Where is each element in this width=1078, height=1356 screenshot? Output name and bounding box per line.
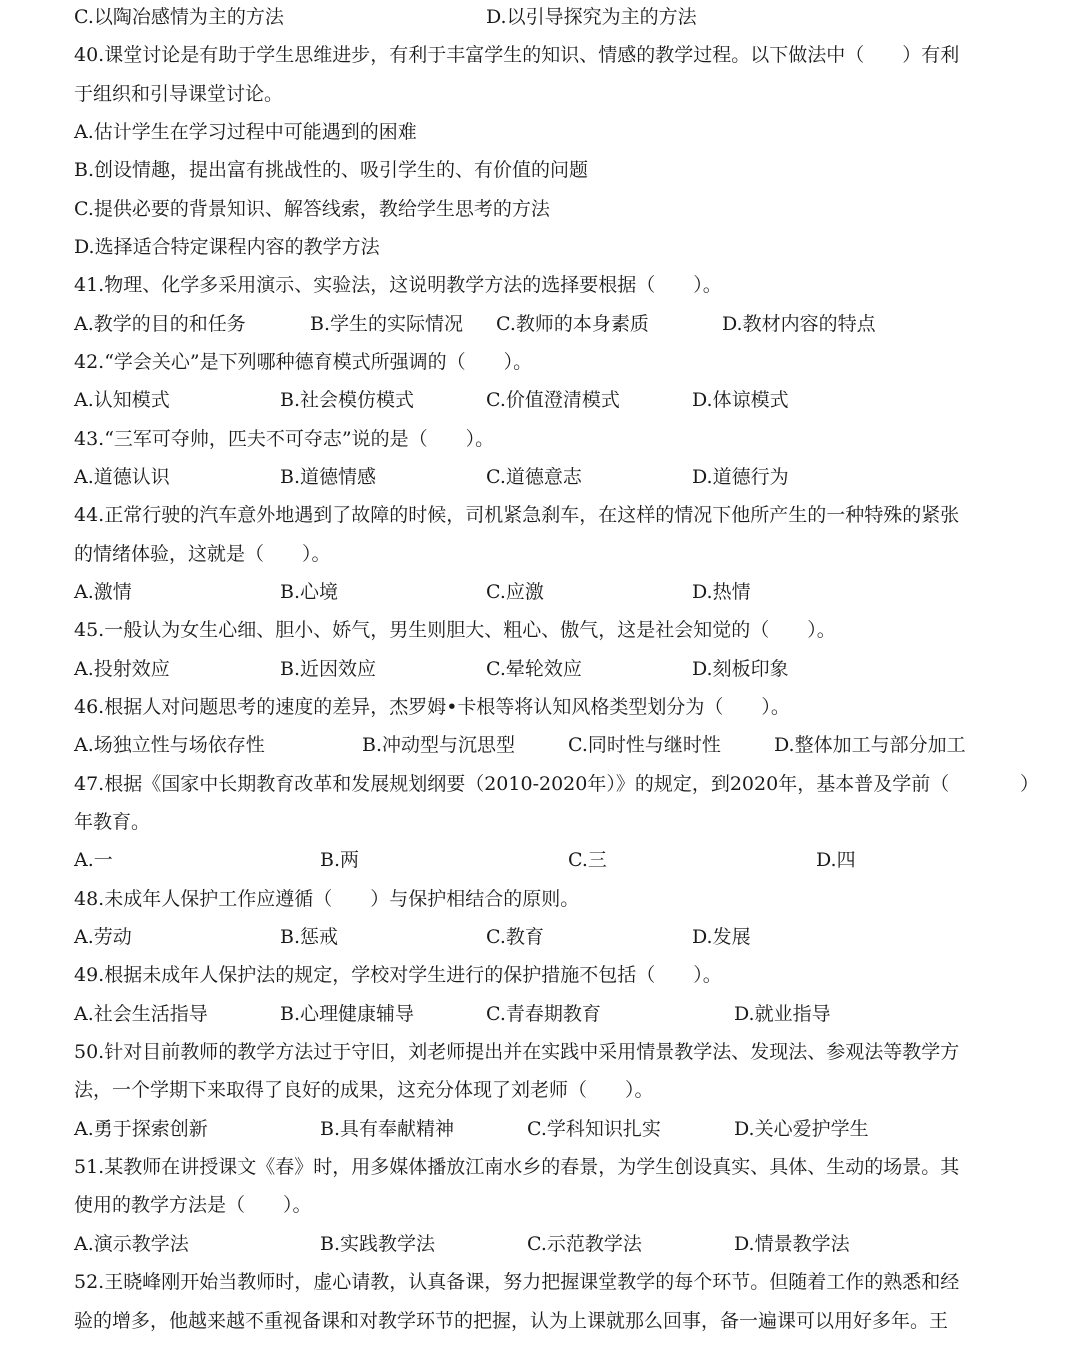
q41-stem: 41.物理、化学多采用演示、实验法，这说明教学方法的选择要根据（ ）。 <box>74 274 722 296</box>
q47-option-a: A.一 <box>74 849 113 871</box>
q45-option-d: D.刻板印象 <box>692 658 789 680</box>
q42-stem: 42.“学会关心”是下列哪种德育模式所强调的（ ）。 <box>74 351 533 373</box>
q52-stem-line-1: 52.王晓峰刚开始当教师时，虚心请教，认真备课，努力把握课堂教学的每个环节。但随着工作的熟悉和经 <box>74 1271 960 1293</box>
q48-stem: 48.未成年人保护工作应遵循（ ）与保护相结合的原则。 <box>74 888 580 910</box>
q48-option-b: B.惩戒 <box>280 926 339 948</box>
q44-stem-line-1: 44.正常行驶的汽车意外地遇到了故障的时候，司机紧急刹车，在这样的情况下他所产生的一种特殊的紧张 <box>74 504 960 526</box>
q43-option-d: D.道德行为 <box>692 466 789 488</box>
q48-option-d: D.发展 <box>692 926 751 948</box>
q51-option-b: B.实践教学法 <box>320 1233 436 1255</box>
q51-stem-line-2: 使用的教学方法是（ ）。 <box>74 1194 312 1216</box>
q41-option-b: B.学生的实际情况 <box>310 313 464 335</box>
q42-option-c: C.价值澄清模式 <box>486 389 620 411</box>
q47-option-c: C.三 <box>568 849 607 871</box>
q44-option-b: B.心境 <box>280 581 339 603</box>
q45-stem: 45.一般认为女生心细、胆小、娇气，男生则胆大、粗心、傲气，这是社会知觉的（ ）。 <box>74 619 836 641</box>
q47-option-b: B.两 <box>320 849 360 871</box>
q50-stem-line-2: 法，一个学期下来取得了良好的成果，这充分体现了刘老师（ ）。 <box>74 1079 654 1101</box>
q47-option-d: D.四 <box>816 849 856 871</box>
q41-option-d: D.教材内容的特点 <box>722 313 876 335</box>
q46-stem: 46.根据人对问题思考的速度的差异，杰罗姆•卡根等将认知风格类型划分为（ ）。 <box>74 696 790 718</box>
q47-stem-tail: ） <box>1020 773 1040 795</box>
q51-stem-line-1: 51.某教师在讲授课文《春》时，用多媒体播放江南水乡的春景，为学生创设真实、具体、生动的场景。其 <box>74 1156 960 1178</box>
q40-stem-line-1: 40.课堂讨论是有助于学生思维进步，有利于丰富学生的知识、情感的教学过程。以下做法中（ ）有利 <box>74 44 960 66</box>
q46-option-a: A.场独立性与场依存性 <box>74 734 265 756</box>
q45-option-a: A.投射效应 <box>74 658 170 680</box>
q50-stem-line-1: 50.针对目前教师的教学方法过于守旧，刘老师提出并在实践中采用情景教学法、发现法、参观法等教学方 <box>74 1041 960 1063</box>
q39-option-c: C.以陶冶感情为主的方法 <box>74 6 284 28</box>
q44-option-a: A.激情 <box>74 581 132 603</box>
q42-option-a: A.认知模式 <box>74 389 170 411</box>
q50-option-a: A.勇于探索创新 <box>74 1118 208 1140</box>
q42-option-b: B.社会模仿模式 <box>280 389 415 411</box>
q44-option-d: D.热情 <box>692 581 751 603</box>
q46-option-b: B.冲动型与沉思型 <box>362 734 516 756</box>
q43-stem: 43.“三军可夺帅，匹夫不可夺志”说的是（ ）。 <box>74 428 495 450</box>
q43-option-a: A.道德认识 <box>74 466 170 488</box>
q50-option-d: D.关心爱护学生 <box>734 1118 869 1140</box>
q39-option-d: D.以引导探究为主的方法 <box>486 6 697 28</box>
q50-option-c: C.学科知识扎实 <box>527 1118 661 1140</box>
q49-stem: 49.根据未成年人保护法的规定，学校对学生进行的保护措施不包括（ ）。 <box>74 964 722 986</box>
q41-option-c: C.教师的本身素质 <box>496 313 649 335</box>
q51-option-a: A.演示教学法 <box>74 1233 189 1255</box>
q43-option-c: C.道德意志 <box>486 466 582 488</box>
q41-option-a: A.教学的目的和任务 <box>74 313 246 335</box>
q44-option-c: C.应激 <box>486 581 544 603</box>
q45-option-c: C.晕轮效应 <box>486 658 582 680</box>
q49-option-a: A.社会生活指导 <box>74 1003 208 1025</box>
q49-option-c: C.青春期教育 <box>486 1003 601 1025</box>
q40-stem-line-2: 于组织和引导课堂讨论。 <box>74 83 284 105</box>
q43-option-b: B.道德情感 <box>280 466 377 488</box>
q48-option-c: C.教育 <box>486 926 544 948</box>
q40-option-a: A.估计学生在学习过程中可能遇到的困难 <box>74 121 417 143</box>
q40-option-d: D.选择适合特定课程内容的教学方法 <box>74 236 380 258</box>
q47-stem-line-1: 47.根据《国家中长期教育改革和发展规划纲要（2010-2020年）》的规定，到2020年，基本普及学前（ <box>74 773 950 795</box>
q44-stem-line-2: 的情绪体验，这就是（ ）。 <box>74 543 331 565</box>
q51-option-d: D.情景教学法 <box>734 1233 850 1255</box>
q40-option-c: C.提供必要的背景知识、解答线索，教给学生思考的方法 <box>74 198 550 220</box>
q42-option-d: D.体谅模式 <box>692 389 789 411</box>
q49-option-d: D.就业指导 <box>734 1003 831 1025</box>
q50-option-b: B.具有奉献精神 <box>320 1118 455 1140</box>
q51-option-c: C.示范教学法 <box>527 1233 642 1255</box>
q40-option-b: B.创设情趣，提出富有挑战性的、吸引学生的、有价值的问题 <box>74 159 589 181</box>
q45-option-b: B.近因效应 <box>280 658 377 680</box>
q49-option-b: B.心理健康辅导 <box>280 1003 415 1025</box>
q46-option-c: C.同时性与继时性 <box>568 734 721 756</box>
q46-option-d: D.整体加工与部分加工 <box>774 734 966 756</box>
q47-stem-line-2: 年教育。 <box>74 811 151 833</box>
q52-stem-line-2: 验的增多，他越来越不重视备课和对教学环节的把握，认为上课就那么回事，备一遍课可以用好多年。王 <box>74 1310 949 1332</box>
q48-option-a: A.劳动 <box>74 926 132 948</box>
